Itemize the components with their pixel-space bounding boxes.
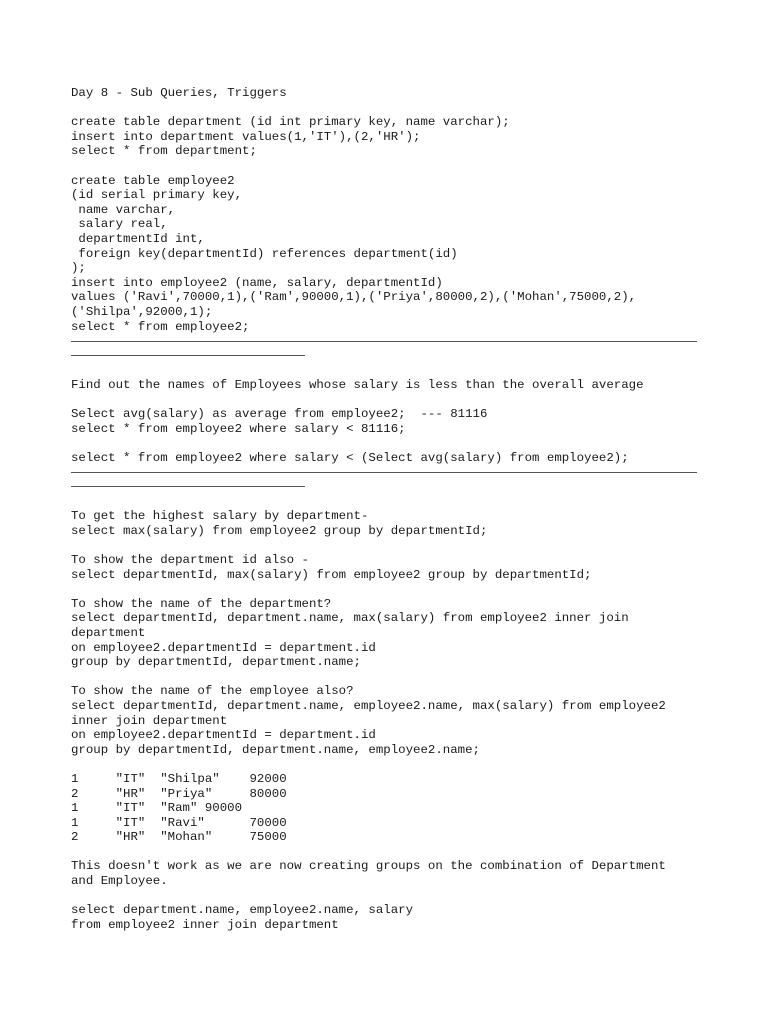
blank-line	[71, 582, 697, 597]
text-line: 2 "HR" "Priya" 80000	[71, 786, 287, 801]
text-line: foreign key(departmentId) references department(id)	[71, 246, 458, 261]
blank-line	[71, 845, 697, 860]
text-line: values ('Ravi',70000,1),('Ram',90000,1),('Priya',80000,2),('Mohan',75000,2),	[71, 290, 637, 305]
text-line: 1 "IT" "Ravi" 70000	[71, 815, 287, 830]
document-body	[71, 86, 697, 932]
text-line: (id serial primary key,	[71, 188, 243, 203]
text-line: );	[71, 261, 86, 276]
text-line: select department.name, employee2.name, salary	[71, 903, 414, 918]
text-line: ('Shilpa',92000,1);	[71, 304, 213, 319]
text-line: To get the highest salary by department-	[71, 509, 369, 524]
text-line: create table department (id int primary key, name varchar);	[71, 115, 510, 130]
text-line: select * from department;	[71, 144, 257, 159]
text-line: insert into employee2 (name, salary, departmentId)	[71, 275, 443, 290]
blank-line	[71, 392, 697, 407]
text-line: select * from employee2 where salary < 81116;	[71, 421, 406, 436]
text-line: 2 "HR" "Mohan" 75000	[71, 830, 287, 845]
text-line: select departmentId, max(salary) from employee2 group by departmentId;	[71, 567, 592, 582]
text-line: 1 "IT" "Shilpa" 92000	[71, 771, 287, 786]
text-line: select max(salary) from employee2 group by departmentId;	[71, 523, 488, 538]
text-line: Find out the names of Employees whose salary is less than the overall average	[71, 377, 644, 392]
blank-line	[71, 889, 697, 904]
text-line: 1 "IT" "Ram" 90000	[71, 801, 243, 816]
text-line: on employee2.departmentId = department.id	[71, 728, 376, 743]
section-divider	[71, 465, 697, 494]
blank-line	[71, 538, 697, 553]
text-line: create table employee2	[71, 173, 235, 188]
text-line: from employee2 inner join department	[71, 917, 339, 932]
text-line: To show the department id also -	[71, 553, 309, 567]
text-line: This doesn't work as we are now creating groups on the combination of Department	[71, 859, 666, 874]
text-line: inner join department	[71, 713, 228, 728]
blank-line	[71, 363, 697, 378]
text-line: insert into department values(1,'IT'),(2,'HR');	[71, 129, 421, 144]
text-line: name varchar,	[71, 202, 176, 217]
blank-line	[71, 159, 697, 174]
text-line: To show the name of the department?	[71, 596, 332, 611]
blank-line	[71, 757, 697, 772]
text-line: select * from employee2 where salary < (Select avg(salary) from employee2);	[71, 450, 629, 465]
text-line: departmentId int,	[71, 231, 205, 246]
blank-line	[71, 495, 697, 510]
text-line: on employee2.departmentId = department.id	[71, 640, 376, 655]
text-line: Select avg(salary) as average from employee2; --- 81116	[71, 407, 488, 422]
text-line: and Employee.	[71, 874, 168, 889]
blank-line	[71, 101, 697, 116]
section-divider	[71, 334, 697, 363]
text-line: group by departmentId, department.name;	[71, 655, 361, 670]
text-line: select departmentId, department.name, employee2.name, max(salary) from employee2	[71, 698, 666, 713]
text-line: department	[71, 625, 146, 640]
text-line: Day 8 - Sub Queries, Triggers	[71, 86, 287, 100]
blank-line	[71, 670, 697, 685]
text-line: group by departmentId, department.name, employee2.name;	[71, 742, 480, 757]
text-line: To show the name of the employee also?	[71, 684, 354, 699]
text-line: select * from employee2;	[71, 319, 250, 334]
text-line: select departmentId, department.name, max(salary) from employee2 inner join	[71, 611, 629, 626]
blank-line	[71, 436, 697, 451]
text-line: salary real,	[71, 217, 168, 232]
